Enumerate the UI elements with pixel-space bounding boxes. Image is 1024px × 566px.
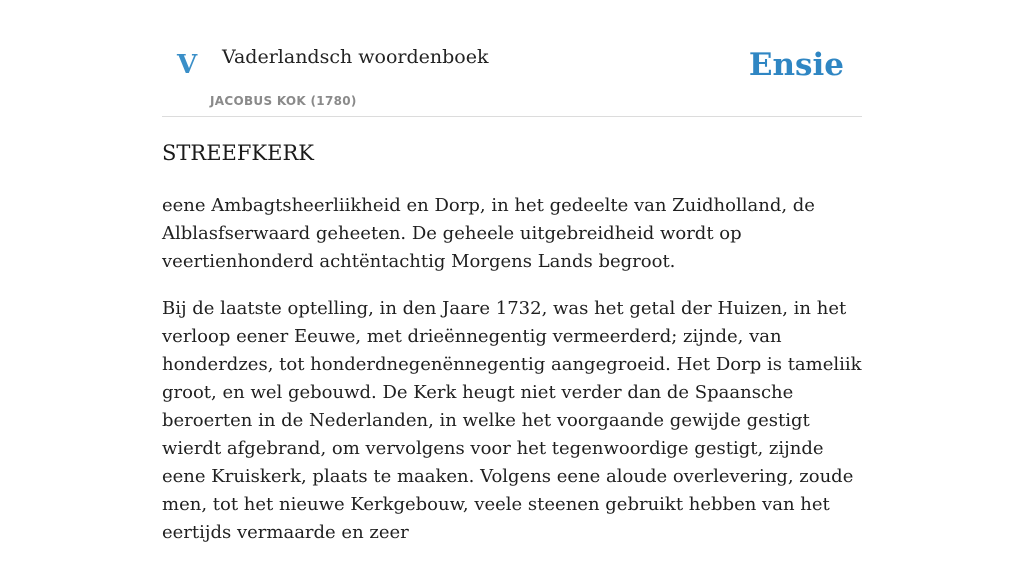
entry-paragraph: eene Ambagtsheerliikheid en Dorp, in het gedeelte van Zuidholland, de Alblasfserwaard geheeten. De geheele uitgebreidheid wordt op veertienhonderd achtëntachtig Morgens Lands begroot. [162, 195, 815, 272]
book-author: JACOBUS KOK (1780) [210, 94, 357, 108]
entry-paragraph: Bij de laatste optelling, in den Jaare 1732, was het getal der Huizen, in het verloop eener Eeuwe, met drieënnegentig vermeerderd; zijnde, van honderdzes, tot honderdnegenënnegentig aangegroeid. Het Dorp is tameliik groot, en wel gebouwd. De Kerk heugt niet verder dan de Spaansche beroerten in de Nederlanden, in welke het voorgaande gewijde gestigt wierdt afgebrand, om vervolgens voor het tegenwoordige gestigt, zijnde eene Kruiskerk, plaats te maaken. Volgens eene aloude overlevering, zoude men, tot het nieuwe Kerkgebouw, veele steenen gebruikt hebben van het eertijds vermaarde en zeer [162, 298, 862, 543]
book-header [162, 0, 862, 117]
entry-body [162, 192, 862, 566]
entry-title: STREEFKERK [162, 141, 314, 165]
book-letter-badge[interactable]: V [177, 50, 198, 80]
ensie-logo[interactable]: Ensie [748, 47, 844, 83]
book-title-link[interactable]: Vaderlandsch woordenboek [222, 46, 489, 68]
